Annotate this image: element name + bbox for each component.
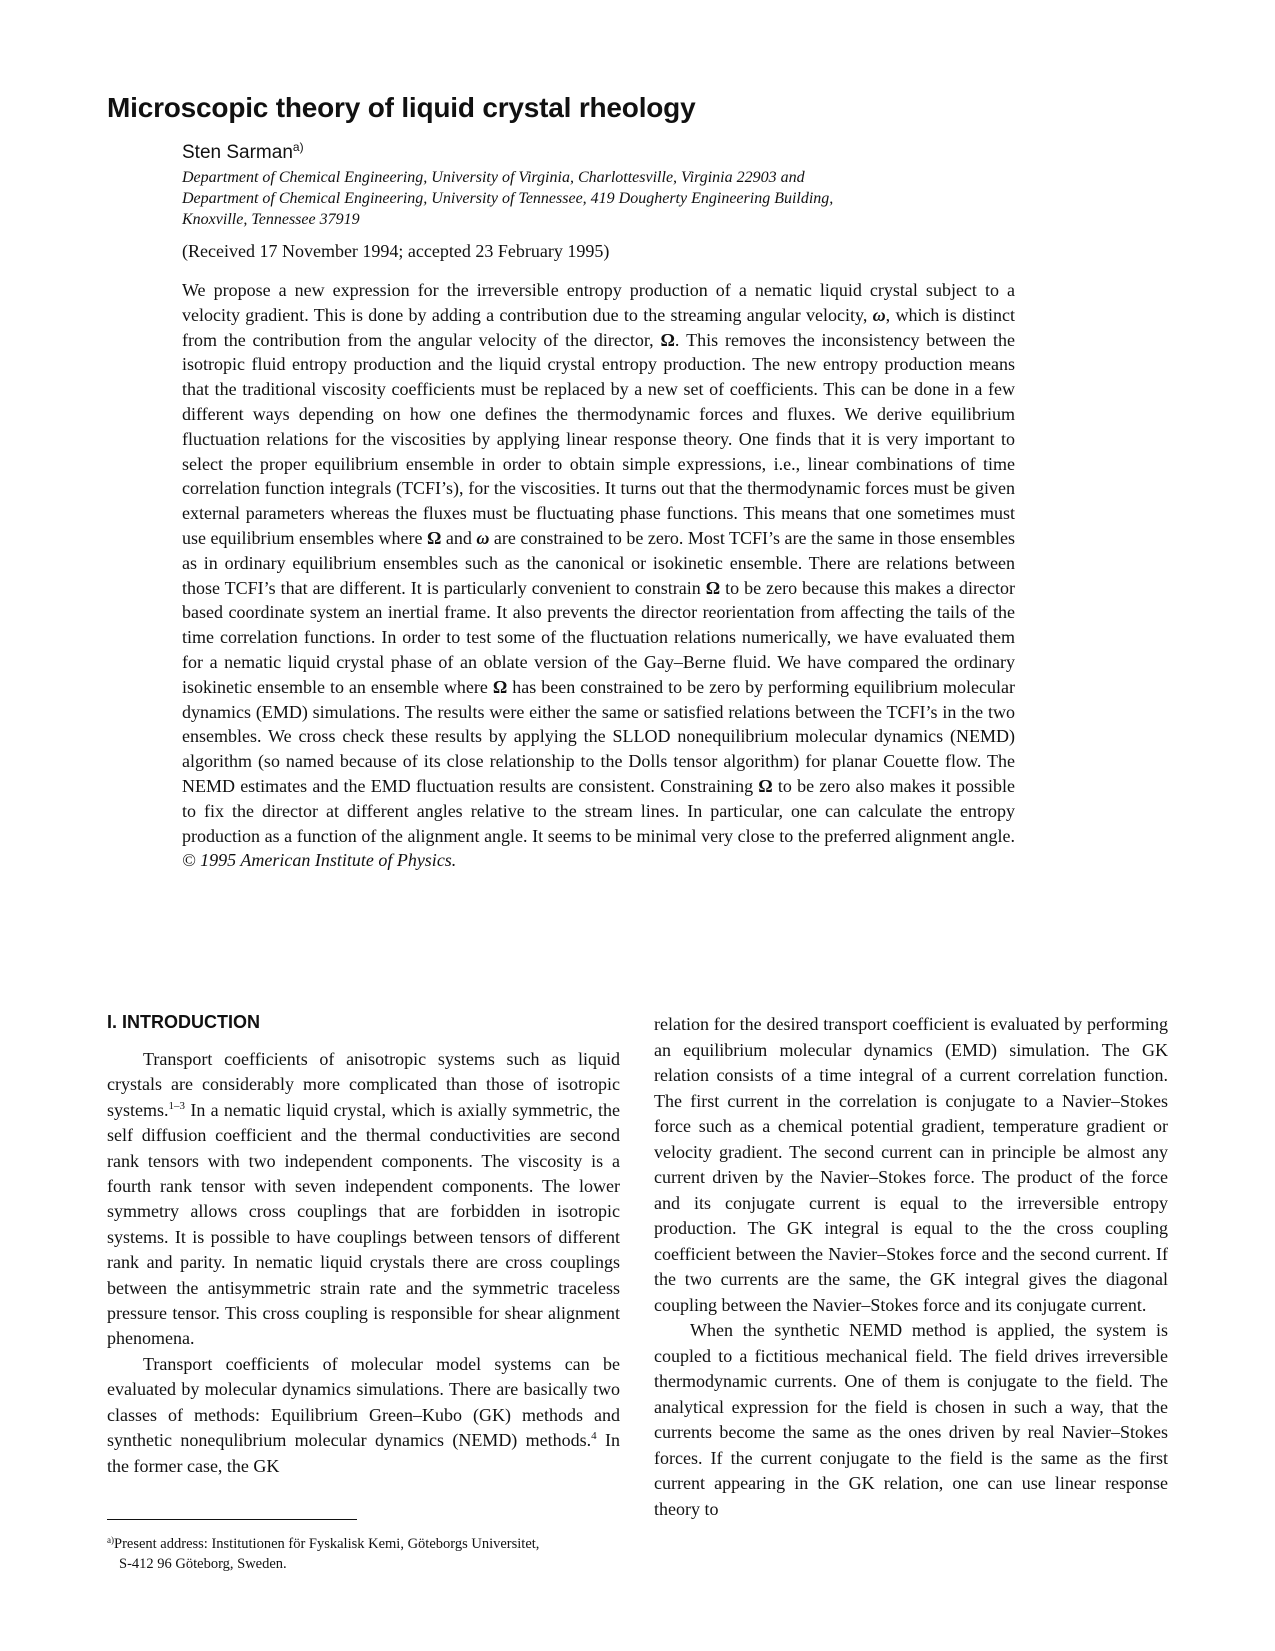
abstract-text: , which is distinct from the contribution from the angular velocity of the director, bbox=[182, 304, 1016, 350]
omega-capital-symbol: Ω bbox=[426, 527, 442, 548]
abstract-text: to be zero also makes it possible to fix the director at different angles relative to the stream lines. In particular, one can calculate the entropy production as a function of the alignment angle. It seems to be minimal very close to the preferred alignment angle. bbox=[182, 775, 1015, 846]
paragraph-text: Transport coefficients of anisotropic systems such as liquid crystals are considerably more complicated than those of isotropic systems. bbox=[107, 1049, 620, 1120]
omega-capital-symbol: Ω bbox=[660, 329, 675, 350]
received-dates: (Received 17 November 1994; accepted 23 February 1995) bbox=[182, 241, 610, 261]
citation-ref: 1–3 bbox=[168, 1099, 186, 1112]
abstract-text: has been constrained to be zero by performing equilibrium molecular dynamics (EMD) simulations. The results were either the same or satisfied relations between the TCFI’s in the two ensembles. We cross check these results by applying the SLLOD nonequilibrium molecular dynamics (NEMD) algorithm (so named because of its close relationship to the Dolls tensor algorithm) for planar Couette flow. The NEMD estimates and the EMD fluctuation results are consistent. Constraining bbox=[182, 676, 1015, 796]
paragraph: When the synthetic NEMD method is applied, the system is coupled to a fictitious mechanical field. The field drives irreversible thermodynamic currents. One of them is conjugate to the field. The analytical expression for the field is chosen in such a way, that the currents become the same as the ones driven by real Navier–Stokes forces. If the current conjugate to the field is the same as the first current appearing in the GK relation, one can use linear response theory to bbox=[654, 1320, 1168, 1519]
affiliation-line: Department of Chemical Engineering, University of Virginia, Charlottesville, Virginia 22903 and bbox=[182, 169, 805, 186]
abstract bbox=[182, 278, 1015, 873]
paragraph-text: Transport coefficients of molecular model systems can be evaluated by molecular dynamics simulations. There are basically two classes of methods: Equilibrium Green–Kubo (GK) methods and synthetic nonequlibrium molecular dynamics (NEMD) methods. bbox=[107, 1353, 620, 1451]
paper-title: Microscopic theory of liquid crystal rheology bbox=[107, 92, 696, 123]
abstract-text: to be zero because this makes a director based coordinate system an inertial frame. It also prevents the director reorientation from affecting the tails of the time correlation functions. In order to test some of the fluctuation relations numerically, we have evaluated them for a nematic liquid crystal phase of an oblate version of the Gay–Berne fluid. We have compared the ordinary isokinetic ensemble to an ensemble where bbox=[182, 577, 1015, 697]
section-heading-introduction: I. INTRODUCTION bbox=[107, 1012, 260, 1032]
copyright-notice: © 1995 American Institute of Physics. bbox=[182, 850, 457, 871]
author-name bbox=[182, 140, 304, 164]
abstract-text: . This removes the inconsistency between the isotropic fluid entropy production and the liquid crystal entropy production. The new entropy production means that the traditional viscosity coefficients must be replaced by a new set of coefficients. This can be done in a few different ways depending on how one defines the thermodynamic forces and fluxes. We derive equilibrium fluctuation relations for the viscosities by applying linear response theory. One finds that it is very important to select the proper equilibrium ensemble in order to obtain simple expressions, i.e., linear combinations of time correlation function integrals (TCFI’s), for the viscosities. It turns out that the thermodynamic forces must be given external parameters whereas the fluxes must be fluctuating phase functions. This means that one sometimes must use equilibrium ensembles where bbox=[182, 329, 1015, 548]
right-column bbox=[654, 1012, 1168, 1522]
omega-capital-symbol: Ω bbox=[758, 775, 773, 796]
paragraph: relation for the desired transport coefficient is evaluated by performing an equilibrium molecular dynamics (EMD) simulation. The GK relation consists of a time integral of a current correlation function. The first current in the correlation is conjugate to a Navier–Stokes force such as a chemical potential gradient, temperature gradient or velocity gradient. The second current can in principle be almost any current driven by the Navier–Stokes force. The product of the force and its conjugate current is equal to the irreversible entropy production. The GK integral is equal to the the cross coupling coefficient between the Navier–Stokes force and the second current. If the two currents are the same, the GK integral gives the diagonal coupling between the Navier–Stokes force and its conjugate current. bbox=[654, 1014, 1168, 1315]
author-text: Sten Sarman bbox=[182, 142, 293, 163]
paragraph bbox=[107, 1047, 620, 1352]
affiliation-line: Department of Chemical Engineering, University of Tennessee, 419 Dougherty Engineering Building, bbox=[182, 190, 834, 207]
left-column bbox=[107, 1047, 620, 1479]
omega-capital-symbol: Ω bbox=[705, 577, 721, 598]
footnote bbox=[107, 1530, 620, 1574]
paragraph bbox=[107, 1352, 620, 1479]
abstract-text: We propose a new expression for the irreversible entropy production of a nematic liquid crystal subject to a velocity gradient. This is done by adding a contribution due to the streaming angular velocity, bbox=[182, 280, 1015, 325]
citation-ref: 4 bbox=[591, 1430, 597, 1443]
omega-capital-symbol: Ω bbox=[492, 676, 508, 697]
footnote-divider bbox=[107, 1519, 357, 1520]
omega-symbol: ω bbox=[476, 527, 490, 548]
affiliation bbox=[182, 167, 982, 230]
footnote-mark: a) bbox=[107, 1535, 114, 1545]
omega-symbol: ω bbox=[872, 304, 886, 325]
affiliation-line: Knoxville, Tennessee 37919 bbox=[182, 211, 360, 228]
abstract-text: are constrained to be zero. Most TCFI’s are the same in those ensembles as in ordinary equilibrium ensembles such as the canonical or isokinetic ensemble. There are relations between those TCFI’s that are different. It is particularly convenient to constrain bbox=[182, 527, 1015, 598]
footnote-text: Present address: Institutionen för Fyskalisk Kemi, Göteborgs Universitet, bbox=[114, 1536, 540, 1552]
author-footnote-mark: a) bbox=[292, 140, 304, 154]
footnote-line: S-412 96 Göteborg, Sweden. bbox=[119, 1556, 287, 1572]
footnote-line bbox=[107, 1530, 620, 1554]
paragraph-text: In the former case, the GK bbox=[107, 1430, 620, 1476]
abstract-text: and bbox=[441, 527, 477, 548]
paragraph-text: In a nematic liquid crystal, which is axially symmetric, the self diffusion coefficient and the thermal conductivities are second rank tensors with two independent components. The viscosity is a fourth rank tensor with seven independent components. The lower symmetry allows cross couplings that are forbidden in isotropic systems. It is possible to have couplings between tensors of different rank and parity. In nematic liquid crystals there are cross couplings between the antisymmetric strain rate and the symmetric traceless pressure tensor. This cross coupling is responsible for shear alignment phenomena. bbox=[107, 1099, 620, 1349]
